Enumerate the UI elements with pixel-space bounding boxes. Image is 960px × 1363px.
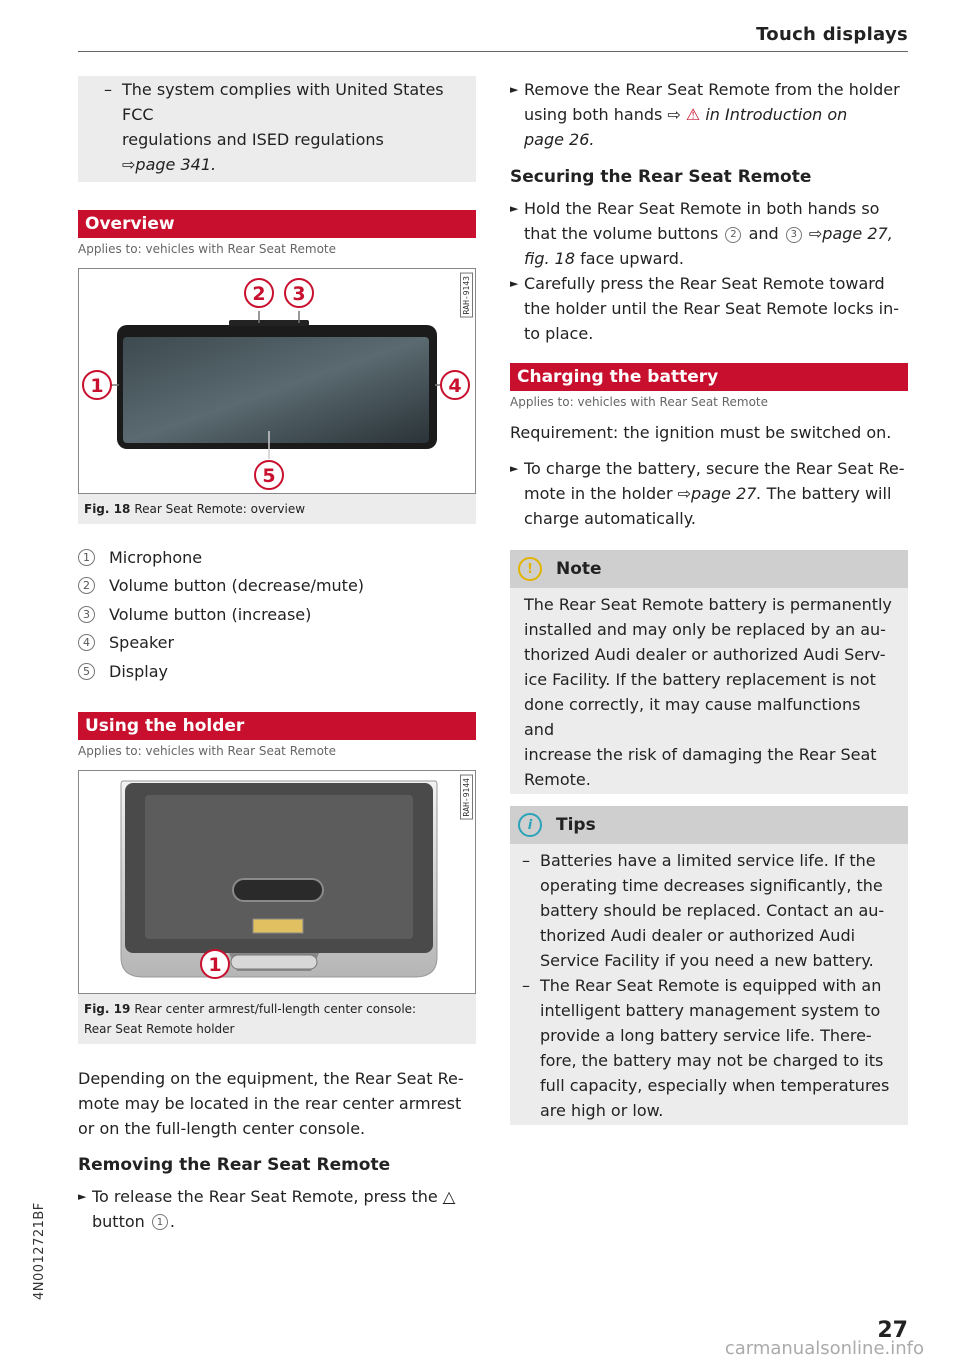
charge-step: ► To charge the battery, secure the Rear Seat Re- mote in the holder ⇨page 27. The battery will charge automatically.: [510, 456, 908, 531]
remove-step: ► Remove the Rear Seat Remote from the holder using both hands ⇨ ⚠ in Introduction on page 26.: [510, 77, 908, 152]
page-link[interactable]: ⇨page 27,: [808, 224, 893, 243]
caption-label: Fig. 18: [84, 502, 131, 516]
removing-step: ► To release the Rear Seat Remote, press the △ button 1 .: [78, 1184, 476, 1234]
bullet-arrow-icon: ►: [510, 277, 519, 290]
callout-label: 1: [208, 953, 222, 976]
release-button: [231, 955, 317, 969]
note-title: Note: [556, 559, 602, 579]
section-title-using-holder: Using the holder: [78, 712, 476, 740]
section-title-overview: Overview: [78, 210, 476, 238]
overview-legend: [78, 543, 476, 686]
applies-to-holder: Applies to: vehicles with Rear Seat Remote: [78, 743, 336, 758]
figure-code: RAH-9144: [460, 775, 473, 820]
caption-label: Fig. 19: [84, 1001, 131, 1016]
remote-top-ridge: [229, 320, 309, 326]
requirement-text: Requirement: the ignition must be switched on.: [510, 423, 892, 442]
exclamation-icon: !: [518, 557, 542, 581]
tips-item: – Batteries have a limited service life. If the operating time decreases significantly, the battery should be replaced. Contact an au- thorized Audi dealer or authorized Audi Service Facility if you need a new battery.: [522, 851, 885, 970]
applies-to-charging: Applies to: vehicles with Rear Seat Remote: [510, 395, 768, 409]
tips-body: [510, 844, 908, 1125]
securing-step-2: ► Carefully press the Rear Seat Remote toward the holder until the Rear Seat Remote locks in- to place.: [510, 271, 908, 346]
legend-text: Volume button (increase): [109, 604, 312, 624]
figure-code: RAH-9143: [460, 273, 473, 318]
callout-ref: 1: [152, 1214, 168, 1230]
fcc-page-link[interactable]: ⇨page 341.: [122, 155, 217, 174]
left-column: [78, 76, 476, 1234]
callout-2: [245, 279, 273, 307]
legend-number: 3: [78, 606, 95, 623]
bullet-arrow-icon: ►: [78, 1189, 87, 1203]
callout-label: 2: [252, 283, 266, 305]
callout-4: [441, 371, 469, 399]
legend-number: 1: [78, 549, 95, 566]
legend-item: [78, 657, 476, 686]
intro-link[interactable]: in Introduction on: [705, 105, 848, 124]
fcc-note-item: – The system complies with United States FCC regulations and ISED regulations ⇨page 341.: [92, 77, 462, 177]
callout-3: [285, 279, 313, 307]
tips-header: [510, 806, 908, 844]
caption-text: Rear Seat Remote: overview: [134, 502, 306, 516]
note-box: [510, 550, 908, 794]
remote-screen: [123, 337, 429, 443]
tips-title: Tips: [556, 815, 596, 835]
release-triangle-icon: △: [442, 1186, 456, 1206]
charging-contacts: [253, 919, 303, 933]
page-link[interactable]: page 27.: [691, 484, 762, 503]
legend-item: [78, 629, 476, 658]
callout-ref: 3: [786, 227, 802, 243]
figure-18-caption: [78, 494, 476, 524]
note-body: The Rear Seat Remote battery is permanently installed and may only be replaced by an au- thorized Audi dealer or authorized Audi Serv- ice Facility. If the battery replacement is not done correctly, it may cause malfunctions and increase the risk of damaging the Rear Seat Remote.: [524, 595, 892, 789]
bullet-arrow-icon: ►: [510, 83, 519, 96]
securing-step-1: ► Hold the Rear Seat Remote in both hands so that the volume buttons 2 and 3 ⇨page 27, fig. 18 face upward.: [510, 196, 908, 271]
page-number: 27: [877, 1318, 908, 1343]
legend-number: 2: [78, 577, 95, 594]
info-icon: i: [518, 813, 542, 837]
document-code: 4N0012721BF: [32, 1202, 47, 1300]
running-header-title: Touch displays: [756, 24, 908, 45]
holder-body-paragraph: Depending on the equipment, the Rear Seat Re- mote may be located in the rear center armrest or on the full-length center console.: [78, 1068, 464, 1138]
callout-1: [201, 950, 229, 978]
legend-number: 4: [78, 634, 95, 651]
legend-text: Volume button (decrease/mute): [109, 576, 365, 596]
callout-label: 4: [448, 375, 462, 397]
callout-label: 3: [292, 283, 306, 305]
legend-item: [78, 543, 476, 572]
header-rule: [78, 51, 908, 52]
caption-text: Rear center armrest/full-length center console:: [134, 1001, 417, 1016]
callout-label: 5: [262, 465, 276, 487]
caption-text: Rear Seat Remote holder: [84, 1021, 235, 1036]
figure-19-caption: [78, 994, 476, 1044]
figure-19: [78, 770, 476, 994]
applies-to-overview: Applies to: vehicles with Rear Seat Remote: [78, 242, 336, 256]
figure-18: [78, 268, 476, 494]
legend-item: [78, 572, 476, 601]
tips-box: [510, 806, 908, 1125]
bullet-arrow-icon: ►: [510, 202, 519, 215]
note-header: [510, 550, 908, 588]
legend-text: Speaker: [109, 633, 175, 653]
callout-5: [255, 461, 283, 489]
holder-slot: [233, 879, 323, 901]
warning-triangle-icon: ⚠: [685, 105, 701, 124]
bullet-arrow-icon: ►: [510, 462, 519, 475]
legend-text: Display: [109, 661, 168, 681]
fcc-note-line: The system complies with United States FCC: [122, 80, 444, 124]
fcc-note-line: regulations and ISED regulations: [122, 130, 384, 149]
legend-number: 5: [78, 663, 95, 680]
legend-item: [78, 600, 476, 629]
callout-1: [83, 371, 111, 399]
callout-label: 1: [90, 375, 104, 397]
holder-illustration: [79, 771, 475, 993]
tips-item: – The Rear Seat Remote is equipped with an intelligent battery management system to provide a long battery service life. There- fore, the battery may not be charged to its full capacity, especially when temperatures are high or low.: [522, 976, 890, 1120]
callout-ref: 2: [725, 227, 741, 243]
section-title-charging: Charging the battery: [510, 363, 908, 391]
watermark: carmanualsonline.info: [724, 1338, 924, 1359]
right-column: [510, 76, 908, 1125]
rear-seat-remote-illustration: [79, 269, 475, 493]
subheading-securing: Securing the Rear Seat Remote: [510, 167, 812, 187]
fcc-note-box: [78, 76, 476, 182]
subheading-removing: Removing the Rear Seat Remote: [78, 1154, 391, 1175]
legend-text: Microphone: [109, 547, 203, 567]
